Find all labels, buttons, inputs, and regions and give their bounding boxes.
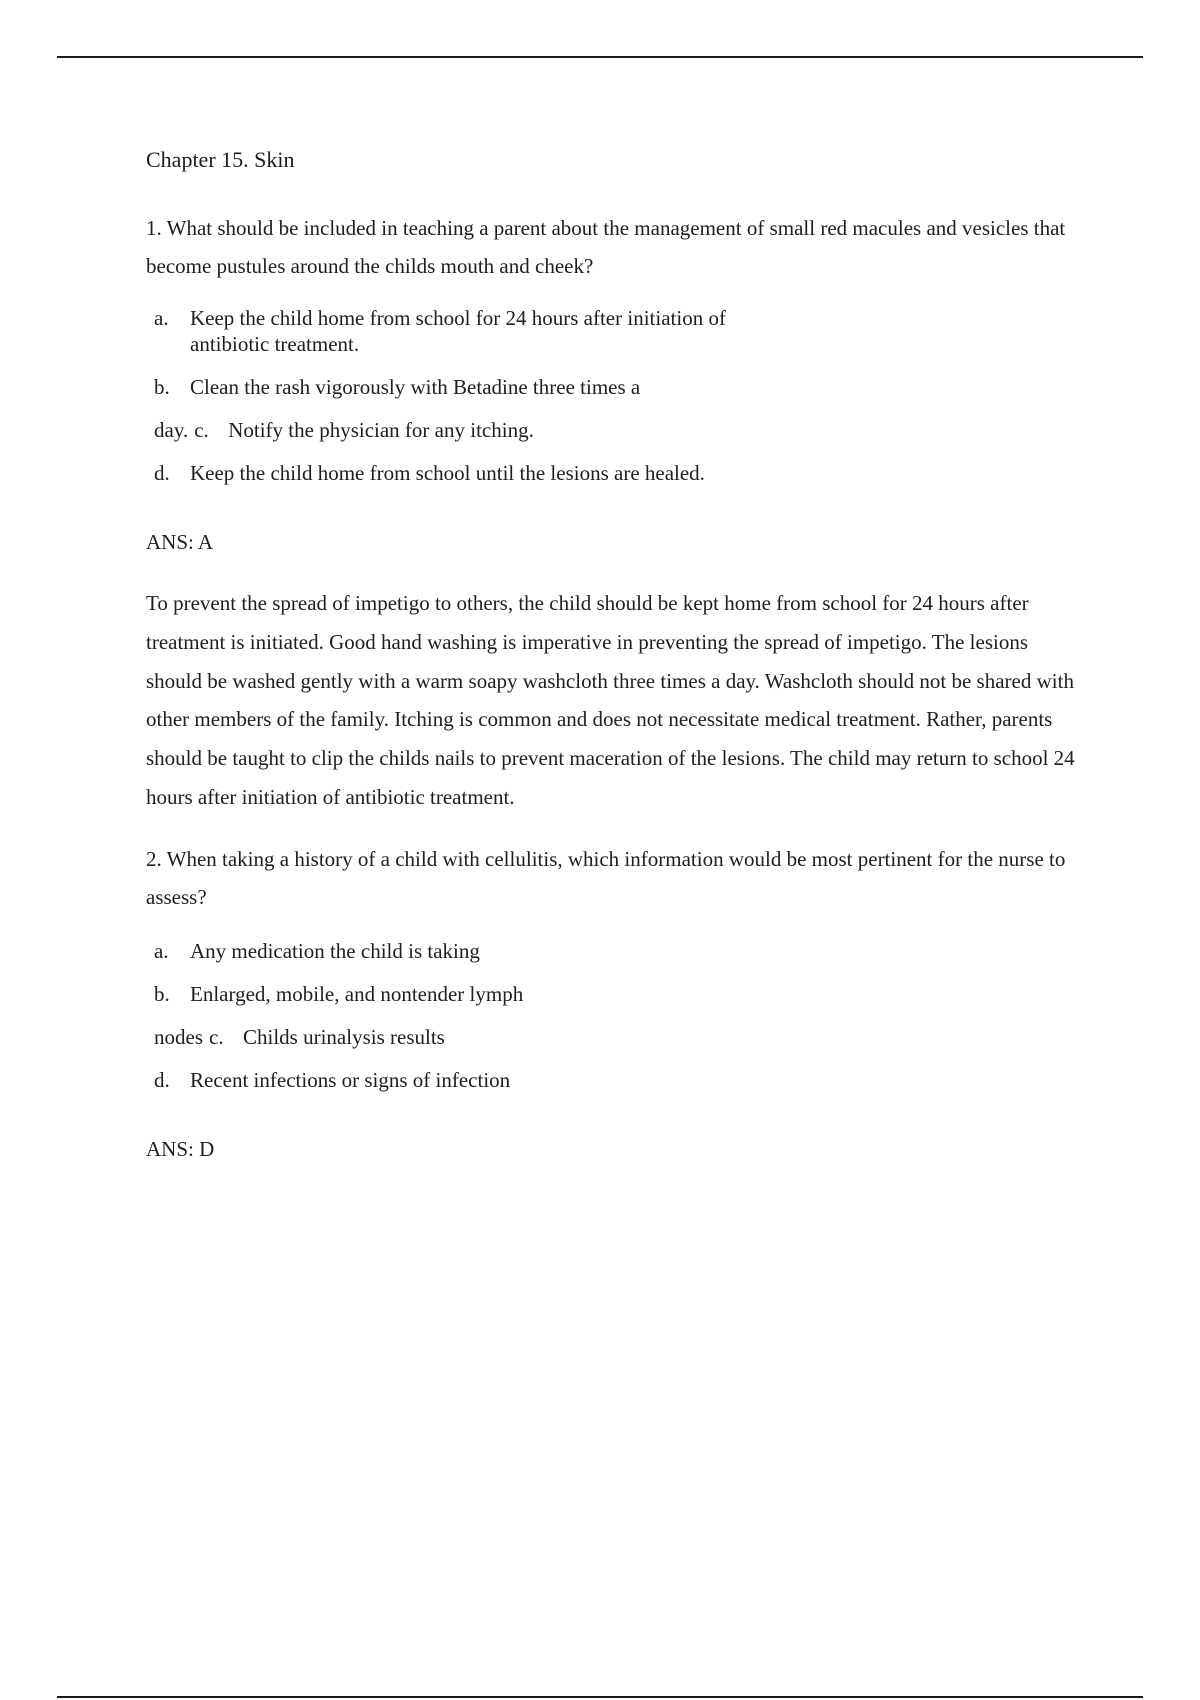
option-letter: a. xyxy=(154,938,169,963)
question-2-option-c xyxy=(146,1024,1086,1050)
option-text: Enlarged, mobile, and nontender lymph xyxy=(190,981,524,1006)
question-2-option-b xyxy=(146,981,1086,1007)
question-2-options xyxy=(146,938,1086,1093)
option-text: Keep the child home from school for 24 hours after initiation of xyxy=(190,306,726,330)
option-letter: d. xyxy=(154,461,170,485)
option-text: Keep the child home from school until the lesions are healed. xyxy=(190,461,705,485)
question-2-option-d xyxy=(146,1067,1086,1093)
option-text: Recent infections or signs of infection xyxy=(190,1067,511,1092)
option-text-continued: antibiotic treatment. xyxy=(190,332,360,356)
question-2-stem: 2. When taking a history of a child with cellulitis, which information would be most pertinent for the nurse to assess? xyxy=(146,846,1066,909)
option-text: Notify the physician for any itching. xyxy=(228,418,534,442)
option-letter: a. xyxy=(154,306,169,330)
question-1-option-b xyxy=(146,374,1086,400)
question-1-option-c xyxy=(146,417,1086,443)
option-wrap-prefix: day. xyxy=(154,418,189,442)
option-letter: c. xyxy=(209,1024,224,1049)
option-text: Clean the rash vigorously with Betadine three times a xyxy=(190,375,641,399)
question-1-stem: 1. What should be included in teaching a parent about the management of small red macules and vesicles that become pustules around the childs mouth and cheek? xyxy=(146,216,1066,278)
option-letter: b. xyxy=(154,375,170,399)
chapter-title: Chapter 15. Skin xyxy=(146,147,295,172)
option-letter: d. xyxy=(154,1067,170,1092)
footer-rule xyxy=(57,1696,1143,1698)
header-rule xyxy=(57,56,1143,58)
question-1-answer: ANS: A xyxy=(146,530,214,554)
question-1-rationale: To prevent the spread of impetigo to others, the child should be kept home from school for 24 hours after treatment is initiated. Good hand washing is imperative in preventing the spread of impetigo. The lesions should be washed gently with a warm soapy washcloth three times a day. Washcloth should not be shared with other members of the family. Itching is common and does not necessitate medical treatment. Rather, parents should be taught to clip the childs nails to prevent maceration of the lesions. The child may return to school 24 hours after initiation of antibiotic treatment. xyxy=(146,591,1075,809)
option-letter: b. xyxy=(154,981,170,1006)
question-2-answer: ANS: D xyxy=(146,1136,215,1161)
question-2-option-a xyxy=(146,938,1086,964)
option-letter: c. xyxy=(194,418,209,442)
option-text: Any medication the child is taking xyxy=(190,938,480,963)
option-text: Childs urinalysis results xyxy=(243,1024,445,1049)
document-body xyxy=(146,143,1086,1164)
question-1-option-d xyxy=(146,460,1086,486)
option-wrap-prefix: nodes xyxy=(154,1024,203,1049)
question-1-options xyxy=(146,305,1086,486)
question-1-option-a xyxy=(146,305,1086,357)
